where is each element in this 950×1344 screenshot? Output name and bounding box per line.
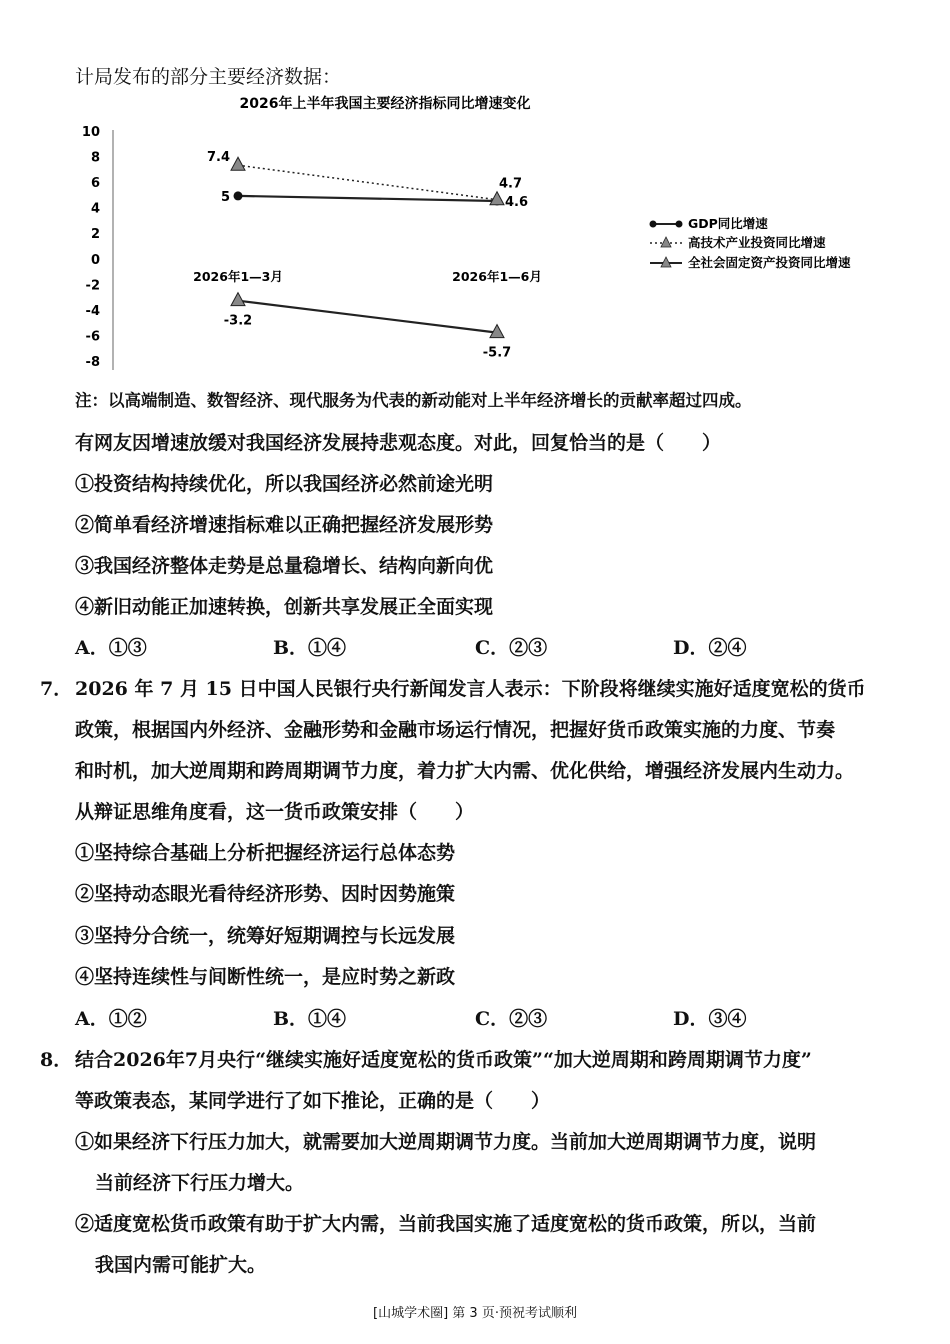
q8-item: ②适度宽松货币政策有助于扩大内需，当前我国实施了适度宽松的货币政策，所以，当前 (75, 1213, 817, 1235)
q6-item: ②简单看经济增速指标难以正确把握经济发展形势 (75, 514, 494, 536)
legend-marker (676, 221, 683, 228)
q7-item: ③坚持分合统一，统筹好短期调控与长远发展 (75, 925, 456, 947)
q7-stem-line: 和时机，加大逆周期和跨周期调节力度，着力扩大内需、优化供给，增强经济发展内生动力。 (75, 760, 855, 782)
y-tick-label: 4 (90, 201, 100, 217)
legend-marker (661, 237, 671, 247)
data-label: -3.2 (223, 313, 253, 329)
y-tick-label: 0 (90, 252, 100, 268)
option-d[interactable]: D．②④ (673, 637, 747, 659)
x-category-label: 2026年1—6月 (452, 269, 542, 284)
y-tick-label: -8 (85, 355, 100, 370)
option-b[interactable]: B．①④ (273, 637, 347, 659)
q8-stem-line: 等政策表态，某同学进行了如下推论，正确的是（ ） (75, 1090, 551, 1112)
data-label: 4.7 (499, 176, 523, 192)
q8-item-cont: 我国内需可能扩大。 (95, 1254, 267, 1276)
data-point (231, 293, 245, 306)
intro-text: 计局发布的部分主要经济数据： (75, 66, 342, 88)
q6-stem: 有网友因增速放缓对我国经济发展持悲观态度。对此，回复恰当的是（ ） (75, 432, 722, 454)
chart-note: 注：以高端制造、数智经济、现代服务为代表的新动能对上半年经济增长的贡献率超过四成。 (75, 391, 752, 410)
data-label: 5 (220, 189, 230, 205)
option-a[interactable]: A．①③ (75, 637, 147, 659)
series-line (238, 196, 497, 201)
y-tick-label: -4 (85, 303, 100, 319)
data-point (490, 192, 504, 205)
option-c[interactable]: C．②③ (475, 637, 548, 659)
y-tick-label: 8 (90, 150, 100, 166)
q6-item: ③我国经济整体走势是总量稳增长、结构向新向优 (75, 555, 494, 577)
legend-label: 全社会固定资产投资同比增速 (688, 255, 851, 270)
q7-number: 7． (40, 678, 73, 700)
data-label: -5.7 (482, 345, 512, 361)
line-chart (60, 90, 900, 385)
y-tick-label: -2 (85, 278, 100, 294)
q6-item: ④新旧动能正加速转换，创新共享发展正全面实现 (75, 596, 494, 618)
legend-label: 高技术产业投资同比增速 (688, 235, 826, 250)
y-tick-label: 6 (90, 176, 100, 192)
q7-item: ②坚持动态眼光看待经济形势、因时因势施策 (75, 883, 456, 905)
q7-item: ④坚持连续性与间断性统一，是应时势之新政 (75, 966, 456, 988)
q8-item: ①如果经济下行压力加大，就需要加大逆周期调节力度。当前加大逆周期调节力度，说明 (75, 1131, 817, 1153)
q7-stem-line: 2026 年 7 月 15 日中国人民银行央行新闻发言人表示：下阶段将继续实施好适度宽松的货币 (75, 678, 866, 700)
legend-label: GDP同比增速 (688, 216, 768, 231)
q7-item: ①坚持综合基础上分析把握经济运行总体态势 (75, 842, 456, 864)
q7-stem-line: 从辩证思维角度看，这一货币政策安排（ ） (75, 801, 475, 823)
data-point (234, 191, 243, 200)
series-line (238, 165, 497, 200)
q8-number: 8． (40, 1049, 73, 1071)
q7-stem-line: 政策，根据国内外经济、金融形势和金融市场运行情况，把握好货币政策实施的力度、节奏 (75, 719, 836, 741)
data-label: 4.6 (505, 195, 529, 210)
data-point (231, 157, 245, 170)
x-category-label: 2026年1—3月 (193, 269, 283, 284)
y-tick-label: -6 (85, 329, 100, 345)
option-a[interactable]: A．①② (75, 1008, 147, 1030)
option-b[interactable]: B．①④ (273, 1008, 347, 1030)
data-label: 7.4 (206, 150, 230, 166)
q6-item: ①投资结构持续优化，所以我国经济必然前途光明 (75, 473, 494, 495)
chart-title: 2026年上半年我国主要经济指标同比增速变化 (239, 96, 531, 112)
q8-item-cont: 当前经济下行压力增大。 (95, 1172, 305, 1194)
option-d[interactable]: D．③④ (673, 1008, 747, 1030)
series-line (238, 301, 497, 333)
legend-marker (650, 221, 657, 228)
y-tick-label: 2 (90, 227, 100, 243)
q8-stem-line: 结合2026年7月央行“继续实施好适度宽松的货币政策”“加大逆周期和跨周期调节力度” (75, 1049, 812, 1071)
page-footer: [山城学术圈] 第 3 页·预祝考试顺利 (373, 1306, 577, 1321)
y-tick-label: 10 (81, 125, 100, 140)
option-c[interactable]: C．②③ (475, 1008, 548, 1030)
